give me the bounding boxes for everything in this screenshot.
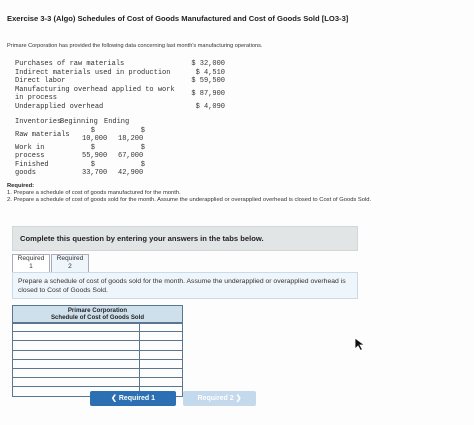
schedule-label-input[interactable] [12,341,140,350]
schedule-title: Schedule of Cost of Goods Sold [50,314,145,321]
tab-required-1-line2: 1 [29,263,33,270]
beginning-header: Beginning [60,118,98,126]
wip-beginning-dollar: $ [90,143,95,152]
instructions-banner [12,226,358,251]
schedule-label-input[interactable] [12,351,140,360]
inventories-header: Inventories [15,118,62,126]
wip-beginning: 55,900 [82,152,108,160]
required-section [7,183,397,205]
purchases-value: $ 32,000 [191,60,225,68]
prev-required-label: Required 1 [118,395,155,402]
schedule-row [12,351,183,360]
schedule-amount-input[interactable] [140,323,183,332]
tab-instruction-text: Prepare a schedule of cost of goods sold for the month. Assume the underapplied or overapplied overhead is closed to Cost of Goods Sold. [18,278,346,294]
schedule-label-input[interactable] [12,369,140,378]
schedule-label-input[interactable] [12,323,140,332]
fg-beginning: 33,700 [82,169,108,177]
wip-ending: 67,000 [118,152,144,160]
cost-data [15,60,230,112]
wip-label-2: process [15,152,45,160]
schedule-amount-input[interactable] [140,378,183,387]
raw-beginning: 10,000 [82,135,108,143]
next-required-label: Required 2 [197,395,234,402]
tab-required-2[interactable] [51,254,89,274]
direct-labor-label: Direct labor [15,77,66,85]
schedule-label-input[interactable] [12,360,140,369]
tab-required-2-line2: 2 [68,263,72,270]
schedule-label-input[interactable] [12,378,140,387]
schedule-row [12,378,183,387]
schedule-header [12,305,183,323]
required-item-2: 2. Prepare a schedule of cost of goods sold for the month. Assume the underapplied or overapplied overhead is closed to Cost of Goods Sold. [7,197,372,204]
raw-ending-dollar: $ [140,126,145,135]
required-heading: Required: [7,183,35,189]
overhead-label-2: in process [15,94,58,102]
wip-ending-dollar: $ [140,143,145,152]
raw-materials-label: Raw materials [15,130,70,139]
intro-text: Primare Corporation has provided the following data concerning last month's manufacturing operations. [7,43,263,49]
schedule-label-input[interactable] [12,332,140,341]
tab-instruction-panel [12,272,358,299]
schedule-row [12,360,183,369]
schedule-amount-input[interactable] [140,351,183,360]
fg-beginning-dollar: $ [90,160,95,169]
purchases-label: Purchases of raw materials [15,60,125,68]
overhead-label-1: Manufacturing overhead applied to work [15,85,175,94]
cogs-schedule [12,305,183,397]
raw-ending: 18,200 [118,135,144,143]
mouse-cursor-icon [354,337,366,351]
schedule-row [12,369,183,378]
tab-required-2-line1: Required [56,255,84,262]
fg-label-2: goods [15,169,37,177]
banner-text: Complete this question by entering your answers in the tabs below. [20,234,264,243]
direct-labor-value: $ 59,500 [191,77,225,85]
indirect-label: Indirect materials used in production [15,68,171,77]
indirect-value: $ 4,510 [195,68,225,77]
schedule-amount-input[interactable] [140,369,183,378]
prev-required-button[interactable] [90,391,176,406]
fg-ending-dollar: $ [140,160,145,169]
fg-ending: 42,900 [118,169,144,177]
next-required-button[interactable] [183,391,256,406]
ending-header: Ending [104,118,130,126]
chevron-right-icon: ❯ [233,395,242,402]
schedule-amount-input[interactable] [140,360,183,369]
schedule-row [12,323,183,332]
underapplied-label: Underapplied overhead [15,102,104,111]
schedule-row [12,332,183,341]
wip-label-1: Work in [15,143,45,152]
fg-label-1: Finished [15,160,49,169]
raw-beginning-dollar: $ [90,126,95,135]
schedule-amount-input[interactable] [140,341,183,350]
tab-required-1-line1: Required [17,255,45,262]
inventories-table [15,118,150,178]
overhead-value: $ 87,900 [191,90,225,98]
required-item-1: 1. Prepare a schedule of cost of goods manufactured for the month. [7,190,181,197]
schedule-company: Primare Corporation [67,306,128,314]
underapplied-value: $ 4,090 [195,102,225,111]
chevron-left-icon: ❮ [111,395,119,402]
tab-required-1[interactable] [12,254,50,273]
exercise-title: Exercise 3-3 (Algo) Schedules of Cost of Goods Manufactured and Cost of Goods Sold [LO3-3] [7,14,349,23]
schedule-rows [12,323,183,397]
schedule-row [12,341,183,350]
schedule-amount-input[interactable] [140,332,183,341]
